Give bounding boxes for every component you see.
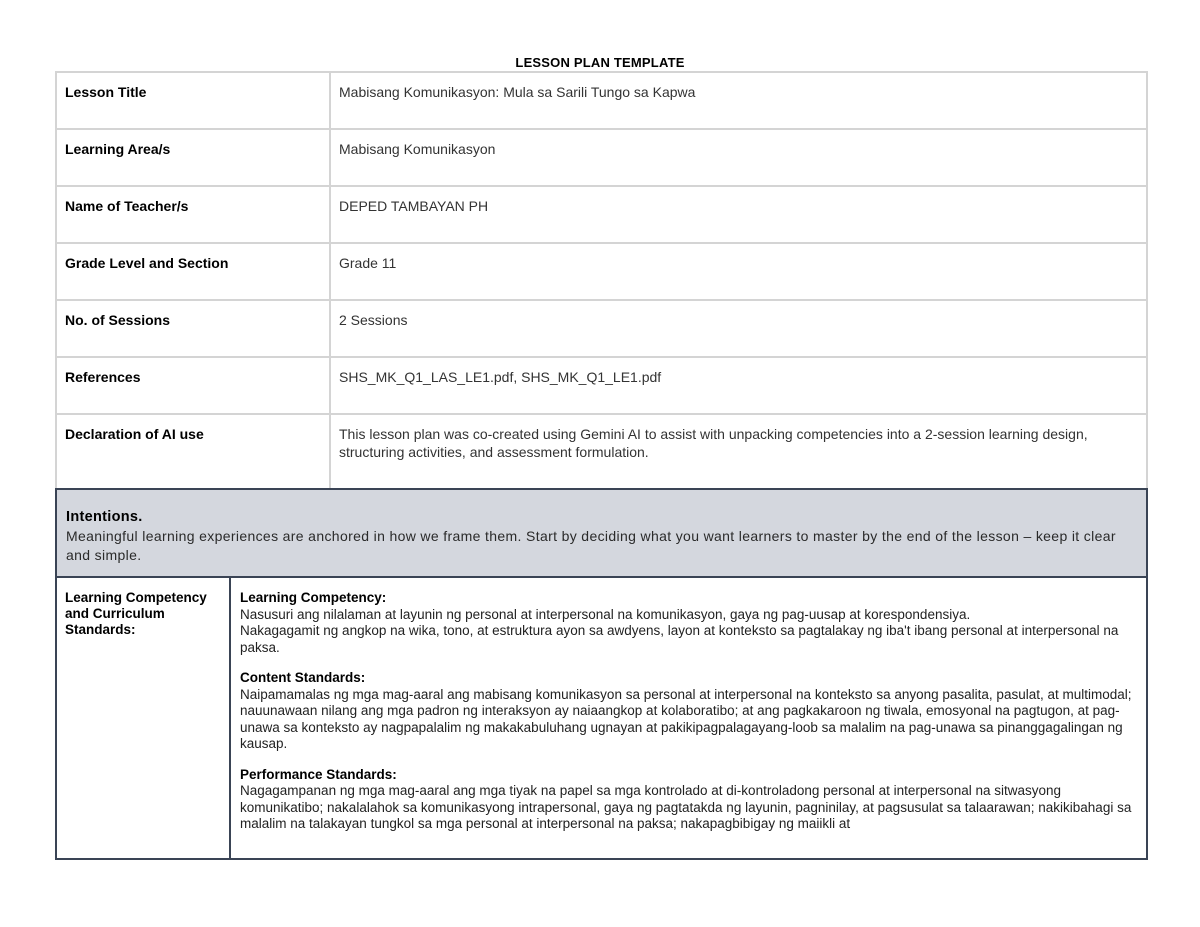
intentions-section: [55, 488, 1148, 578]
info-value: This lesson plan was co-created using Gemini AI to assist with unpacking competencies into a 2-session learning design, structuring activities, and assessment formulation.: [330, 414, 1147, 490]
content-standards-heading: Content Standards:: [240, 670, 366, 685]
content-standards-block: [240, 670, 1137, 753]
info-label: Lesson Title: [56, 72, 330, 129]
performance-standards-text: Nagagampanan ng mga mag-aaral ang mga tiyak na papel sa mga kontrolado at di-kontroladong personal at interpersonal na sitwasyong komunikatibo; nakalalahok sa komunikasyong intrapersonal, gaya ng pagtatakda ng layunin, pagninilay, at pagsusulat sa talaarawan; nakikibahagi sa malalim na talakayan tungkol sa mga personal at interpersonal na paksa; nakapagbibigay ng maiikli at: [240, 783, 1132, 831]
info-row-learning-area: [56, 129, 1147, 186]
info-label: Learning Area/s: [56, 129, 330, 186]
intentions-title: Intentions.: [66, 509, 143, 525]
info-label: References: [56, 357, 330, 414]
info-label: Declaration of AI use: [56, 414, 330, 490]
info-value: SHS_MK_Q1_LAS_LE1.pdf, SHS_MK_Q1_LE1.pdf: [330, 357, 1147, 414]
info-row-sessions: [56, 300, 1147, 357]
info-label: Name of Teacher/s: [56, 186, 330, 243]
info-row-ai-declaration: [56, 414, 1147, 490]
performance-standards-heading: Performance Standards:: [240, 766, 397, 782]
info-value: DEPED TAMBAYAN PH: [330, 186, 1147, 243]
info-label: Grade Level and Section: [56, 243, 330, 300]
standards-content: [231, 578, 1146, 858]
standards-section: [55, 578, 1148, 860]
info-value: 2 Sessions: [330, 300, 1147, 357]
competency-line: Nakagagamit ng angkop na wika, tono, at estruktura ayon sa awdyens, layon at konteksto sa pagtalakay ng iba't ibang personal at interpersonal na paksa.: [240, 623, 1119, 655]
info-value: Mabisang Komunikasyon: Mula sa Sarili Tungo sa Kapwa: [330, 72, 1147, 129]
info-row-teacher: [56, 186, 1147, 243]
info-row-grade-level: [56, 243, 1147, 300]
learning-competency-block: [240, 590, 1137, 656]
info-row-references: [56, 357, 1147, 414]
performance-standards-block: [240, 767, 1137, 833]
info-row-lesson-title: [56, 72, 1147, 129]
competency-line: Nasusuri ang nilalaman at layunin ng personal at interpersonal na komunikasyon, gaya ng pag-uusap at korespondensiya.: [240, 606, 971, 622]
learning-competency-heading: Learning Competency:: [240, 590, 387, 605]
document-title: LESSON PLAN TEMPLATE: [515, 55, 685, 70]
intentions-text: Meaningful learning experiences are anchored in how we frame them. Start by deciding what you want learners to master by the end of the lesson – keep it clear and simple.: [66, 528, 1116, 563]
lesson-info-table: [55, 71, 1148, 491]
info-value: Grade 11: [330, 243, 1147, 300]
standards-label: Learning Competency and Curriculum Standards:: [57, 578, 231, 858]
info-value: Mabisang Komunikasyon: [330, 129, 1147, 186]
content-standards-text: Naipamamalas ng mga mag-aaral ang mabisang komunikasyon sa personal at interpersonal na konteksto sa anyong pasalita, pasulat, at multimodal; nauunawaan nilang ang mga padron ng interaksyon ay naiaangkop at kolaboratibo; at ang pagkakaroon ng tiwala, emosyonal na pagtugon, at pag-unawa sa konteksto ay nagpapalalim ng makakabuluhang ugnayan at pakikipagpalagayang-loob sa malalim na pag-unawa sa pinanggagalingan ng kausap.: [240, 686, 1132, 751]
info-label: No. of Sessions: [56, 300, 330, 357]
